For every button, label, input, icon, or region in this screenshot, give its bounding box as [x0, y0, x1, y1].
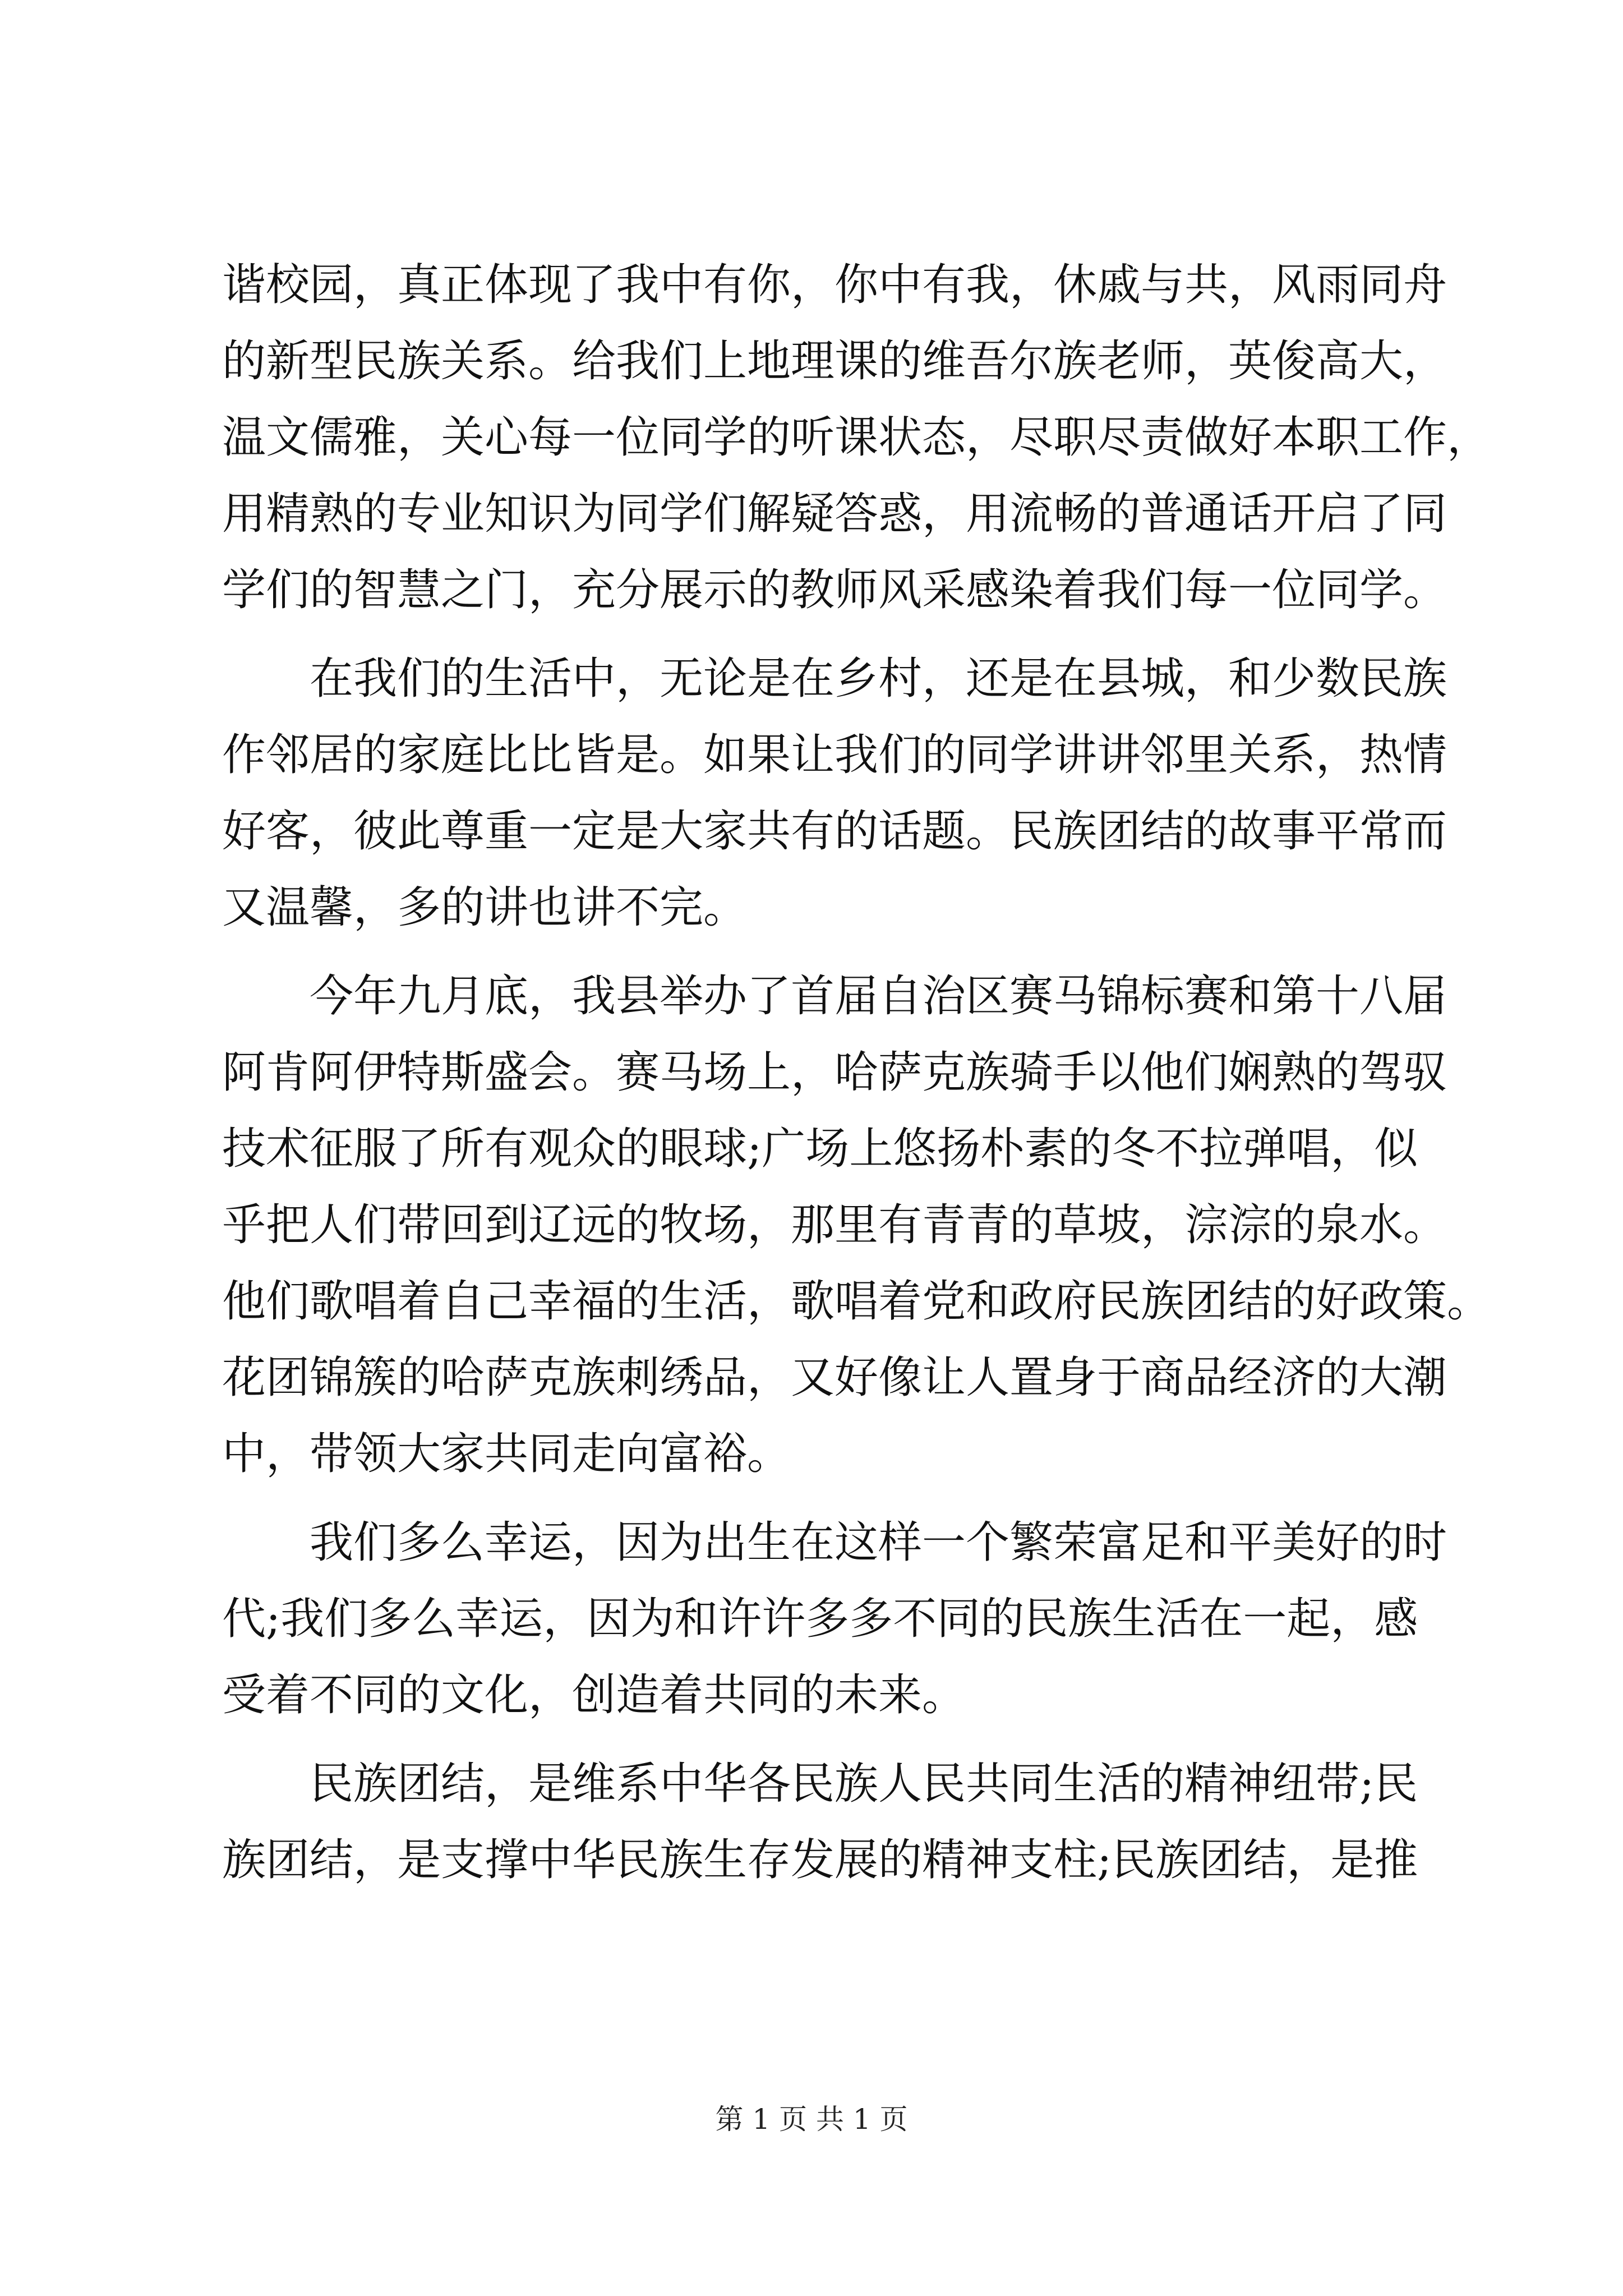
text-line: 受着不同的文化，创造着共同的未来。 — [222, 1670, 966, 1720]
text-line: 今年九月底，我县举办了首届自治区赛马锦标赛和第十八届 — [222, 971, 1447, 1022]
text-line: 族团结，是支撑中华民族生存发展的精神支柱;民族团结，是推 — [222, 1835, 1418, 1885]
text-line: 我们多么幸运，因为出生在这样一个繁荣富足和平美好的时 — [222, 1517, 1447, 1568]
text-line: 又温馨，多的讲也讲不完。 — [222, 882, 748, 933]
text-line: 温文儒雅，关心每一位同学的听课状态，尽职尽责做好本职工作， — [222, 412, 1491, 463]
text-line: 花团锦簇的哈萨克族刺绣品，又好像让人置身于商品经济的大潮 — [222, 1352, 1447, 1403]
text-line: 乎把人们带回到辽远的牧场，那里有青青的草坡，淙淙的泉水。 — [222, 1200, 1447, 1250]
paragraph-gap — [222, 628, 1411, 641]
text-line: 谐校园，真正体现了我中有你，你中有我，休戚与共，风雨同舟 — [222, 260, 1447, 310]
text-line: 作邻居的家庭比比皆是。如果让我们的同学讲讲邻里关系，热情 — [222, 730, 1447, 780]
text-line: 技术征服了所有观众的眼球;广场上悠扬朴素的冬不拉弹唱，似 — [222, 1124, 1418, 1174]
paragraph-gap — [222, 1492, 1411, 1504]
body-text — [222, 247, 1491, 1898]
text-line: 中，带领大家共同走向富裕。 — [222, 1429, 791, 1479]
text-line: 好客，彼此尊重一定是大家共有的话题。民族团结的故事平常而 — [222, 806, 1447, 857]
text-line: 代;我们多么幸运，因为和许许多多不同的民族生活在一起，感 — [222, 1594, 1418, 1644]
paragraph-gap — [222, 1733, 1411, 1746]
text-line: 民族团结，是维系中华各民族人民共同生活的精神纽带;民 — [222, 1759, 1418, 1809]
text-line: 用精熟的专业知识为同学们解疑答惑，用流畅的普通话开启了同 — [222, 489, 1447, 539]
page-footer: 第 1 页 共 1 页 — [715, 2103, 908, 2136]
text-line: 在我们的生活中，无论是在乡村，还是在县城，和少数民族 — [222, 654, 1447, 704]
text-line: 阿肯阿伊特斯盛会。赛马场上，哈萨克族骑手以他们娴熟的驾驭 — [222, 1047, 1447, 1098]
text-line: 的新型民族关系。给我们上地理课的维吾尔族老师，英俊高大， — [222, 336, 1447, 386]
paragraph-gap — [222, 946, 1411, 958]
text-line: 学们的智慧之门，充分展示的教师风采感染着我们每一位同学。 — [222, 565, 1447, 615]
text-line: 他们歌唱着自己幸福的生活，歌唱着党和政府民族团结的好政策。 — [222, 1276, 1491, 1327]
